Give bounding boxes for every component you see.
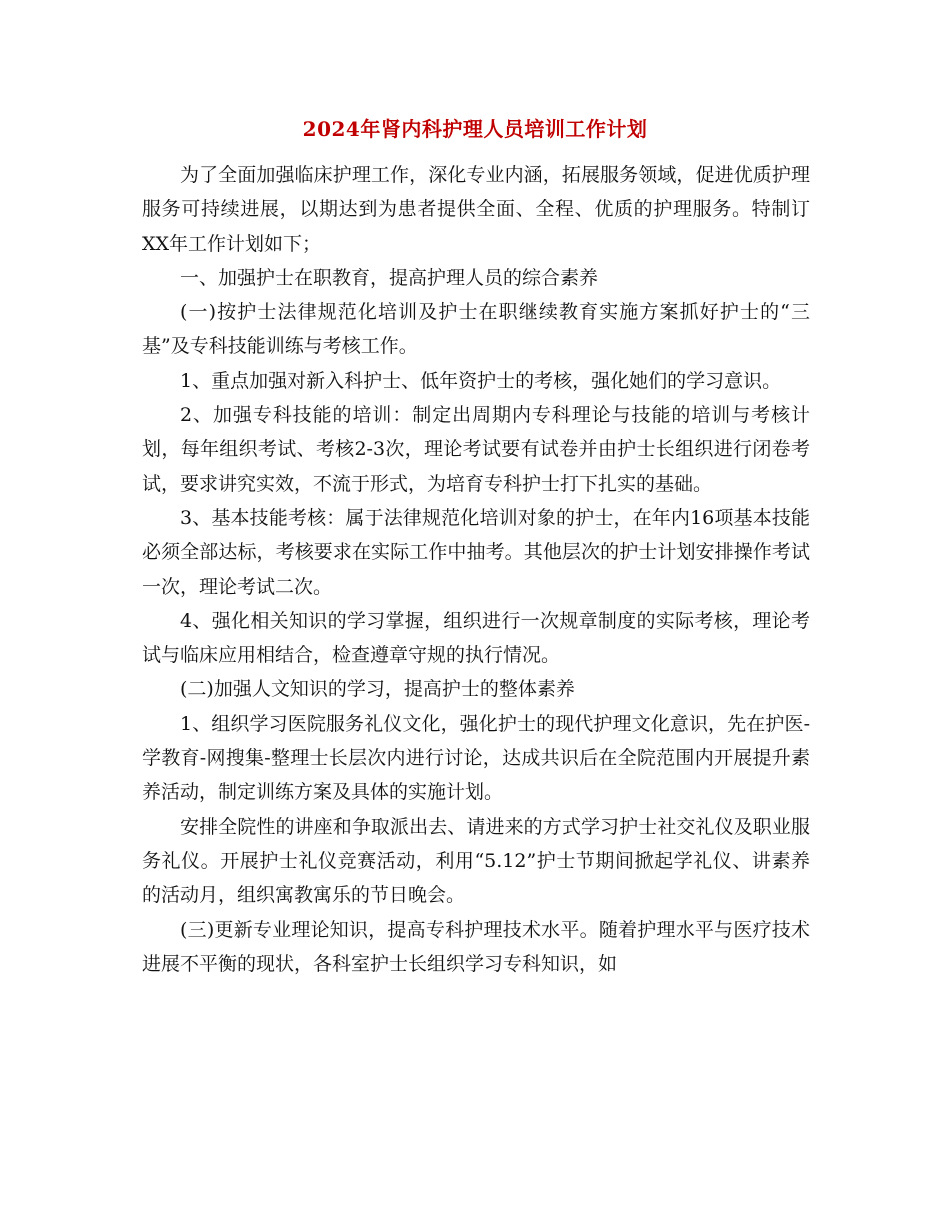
paragraph-etiquette-1: 1、组织学习医院服务礼仪文化，强化护士的现代护理文化意识，先在护医-学教育-网搜集-整理士长层次内进行讨论，达成共识后在全院范围内开展提升素养活动，制定训练方案及具体的实施计划。 (142, 712, 810, 804)
document-title: 2024年肾内科护理人员培训工作计划 (302, 117, 648, 141)
subsection-heading-2: (二)加强人文知识的学习，提高护士的整体素养 (180, 678, 575, 701)
paragraph-etiquette-2: 安排全院性的讲座和争取派出去、请进来的方式学习护士社交礼仪及职业服务礼仪。开展护士礼仪竞赛活动，利用“5.12”护士节期间掀起学礼仪、讲素养的活动月，组织寓教寓乐的节日晚会。 (142, 815, 810, 907)
document-body (142, 158, 810, 981)
paragraph-item-3: 3、基本技能考核：属于法律规范化培训对象的护士，在年内16项基本技能必须全部达标，考核要求在实际工作中抽考。其他层次的护士计划安排操作考试一次，理论考试二次。 (142, 506, 810, 598)
paragraph-item-4: 4、强化相关知识的学习掌握，组织进行一次规章制度的实际考核，理论考试与临床应用相结合，检查遵章守规的执行情况。 (142, 609, 810, 667)
subsection-heading-3: (三)更新专业理论知识，提高专科护理技术水平。随着护理水平与医疗技术进展不平衡的现状，各科室护士长组织学习专科知识，如 (142, 918, 810, 975)
paragraph-intro: 为了全面加强临床护理工作，深化专业内涵，拓展服务领域，促进优质护理服务可持续进展，以期达到为患者提供全面、全程、优质的护理服务。特制订XX年工作计划如下； (142, 164, 810, 255)
paragraph-item-1: 1、重点加强对新入科护士、低年资护士的考核，强化她们的学习意识。 (180, 369, 782, 392)
subsection-heading-1: (一)按护士法律规范化培训及护士在职继续教育实施方案抓好护士的“三基”及专科技能训练与考核工作。 (142, 301, 810, 358)
paragraph-item-2: 2、加强专科技能的培训：制定出周期内专科理论与技能的培训与考核计划，每年组织考试、考核2-3次，理论考试要有试卷并由护士长组织进行闭卷考试，要求讲究实效，不流于形式，为培育专科护士打下扎实的基础。 (142, 404, 810, 495)
section-heading-1: 一、加强护士在职教育，提高护理人员的综合素养 (180, 266, 599, 289)
